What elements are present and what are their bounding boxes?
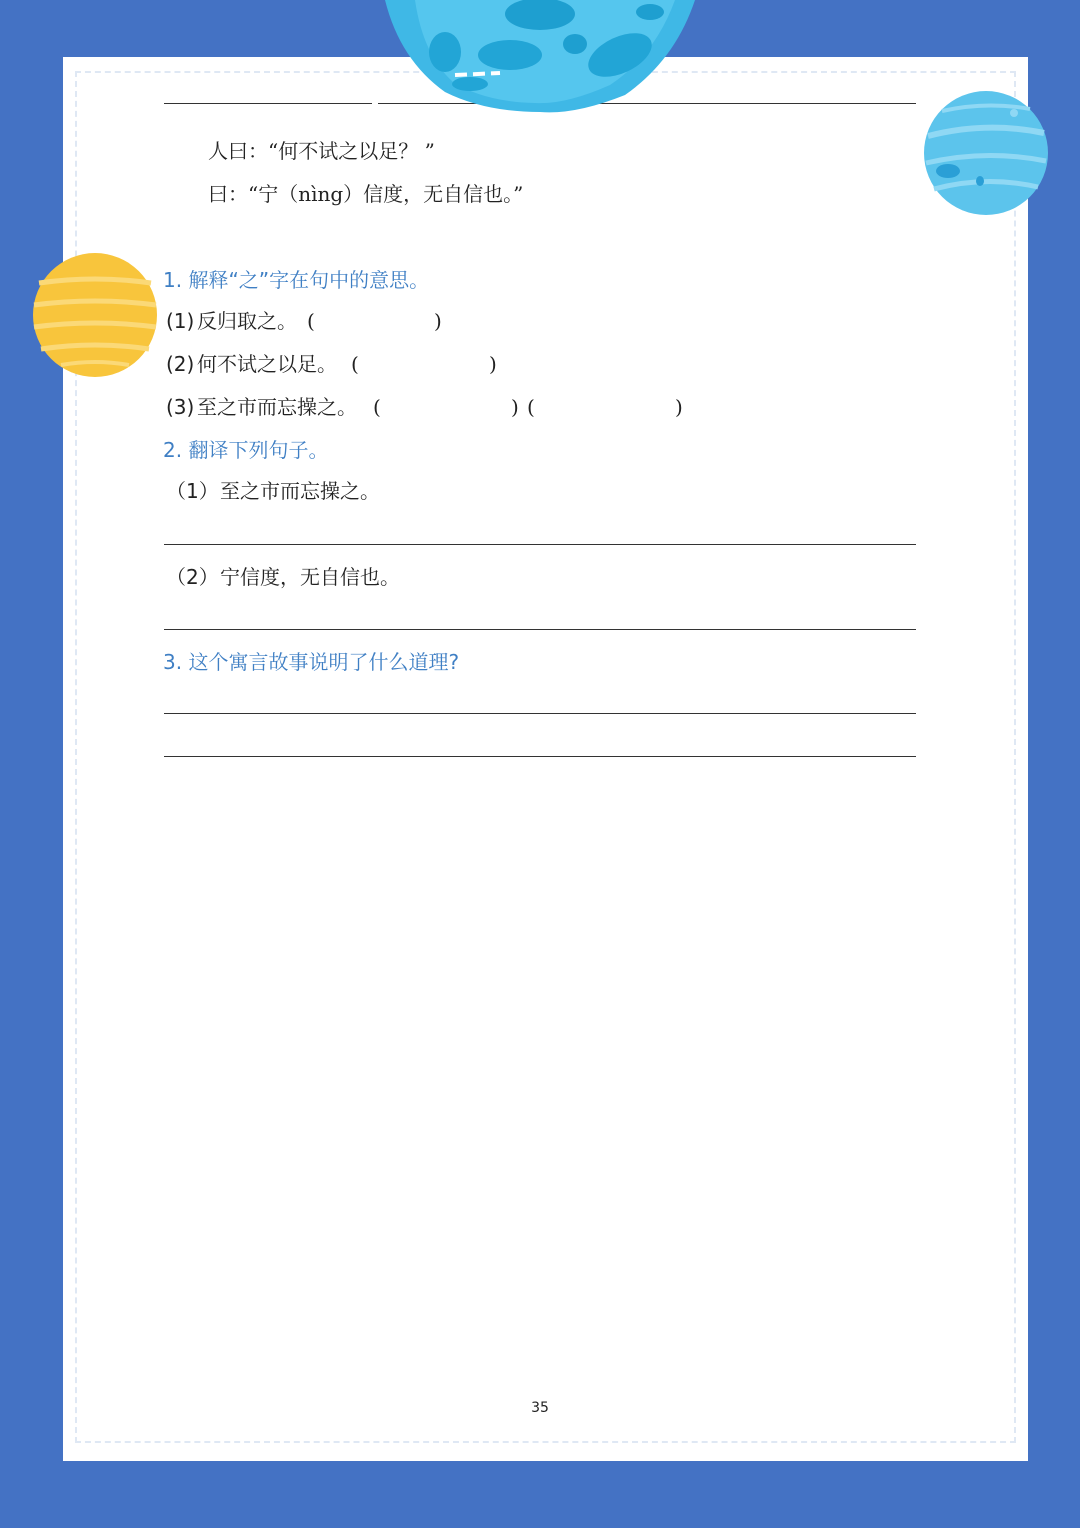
question-1-title: 1. 解释“之”字在句中的意思。 — [163, 268, 430, 292]
q1-item-3-blank-b-open: ( — [527, 395, 535, 419]
q1-item-1-text: 反归取之。 — [197, 309, 297, 333]
q3-answer-line-1 — [164, 713, 916, 714]
q3-answer-line-2 — [164, 756, 916, 757]
q1-item-1-label: (1) — [166, 309, 195, 333]
passage-line-1: 人曰：“何不试之以足？ ” — [208, 139, 435, 163]
question-2-title: 2. 翻译下列句子。 — [163, 438, 329, 462]
q1-item-3-label: (3) — [166, 395, 195, 419]
q1-item-1-blank-open: ( — [307, 309, 315, 333]
q1-item-2-text: 何不试之以足。 — [197, 352, 337, 376]
q1-item-2-blank-close: ) — [489, 352, 497, 376]
answer-line-top-1 — [164, 103, 372, 104]
q1-item-1-blank-close: ) — [434, 309, 442, 333]
q1-item-3-blank-a-open: ( — [373, 395, 381, 419]
question-3-title: 3. 这个寓言故事说明了什么道理? — [163, 650, 460, 674]
cratered-planet-icon — [375, 0, 705, 120]
yellow-planet-icon — [33, 253, 157, 377]
q2-item-2-text: 宁信度，无自信也。 — [220, 565, 400, 589]
q1-item-2-blank-open: ( — [351, 352, 359, 376]
page-number: 35 — [531, 1400, 549, 1416]
q2-item-1-label: （1） — [166, 479, 219, 503]
q2-item-1-text: 至之市而忘操之。 — [220, 479, 380, 503]
q1-item-3-text: 至之市而忘操之。 — [197, 395, 357, 419]
q1-item-3-blank-b-close: ) — [675, 395, 683, 419]
passage-line-2: 曰：“宁（nìng）信度，无自信也。” — [208, 182, 524, 206]
q1-item-2-label: (2) — [166, 352, 195, 376]
q2-answer-line-2 — [164, 629, 916, 630]
blue-planet-icon — [924, 91, 1048, 215]
q2-answer-line-1 — [164, 544, 916, 545]
q2-item-2-label: （2） — [166, 565, 219, 589]
q1-item-3-blank-a-close: ) — [511, 395, 519, 419]
